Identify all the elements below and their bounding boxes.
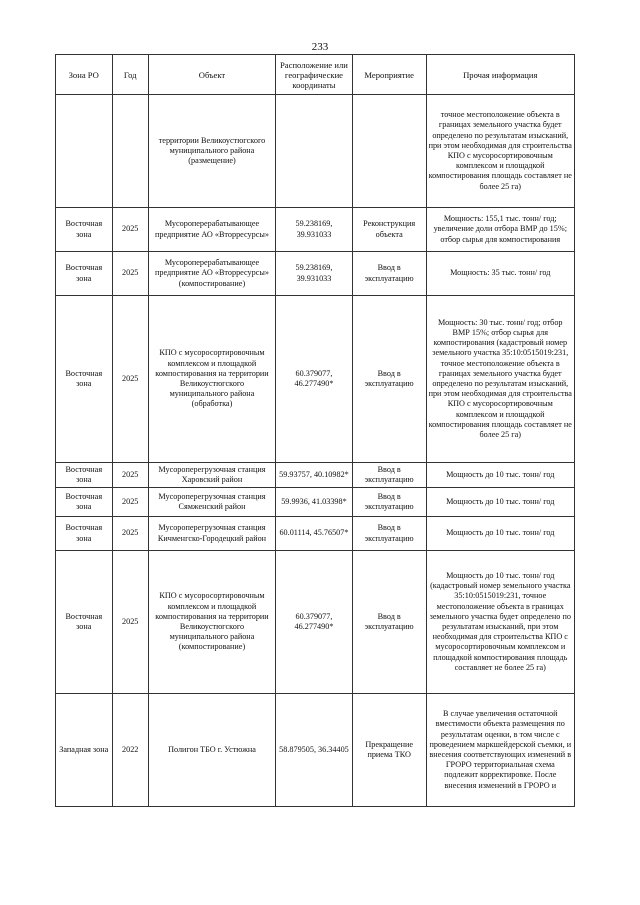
header-zone: Зона РО (56, 55, 113, 95)
cell-info: Мощность до 10 тыс. тонн/ год (кадастровый номер земельного участка 35:10:0515019:231, точное местоположение объекта в границах земельного участка будет определено по результатам изысканий, при этом необходимая для строительства КПО с мусоросортировочным комплексом и площадкой компостирования площадь составляет не более 25 га) (426, 551, 574, 694)
cell-zone: Восточная зона (56, 208, 113, 252)
cell-location: 59.9936, 41.03398* (276, 488, 353, 517)
cell-measure: Прекращение приема ТКО (352, 694, 426, 807)
cell-info: Мощность до 10 тыс. тонн/ год (426, 488, 574, 517)
cell-object: Мусороперерабатывающее предприятие АО «Вторресурсы» (компостирование) (148, 252, 275, 296)
cell-year: 2025 (112, 463, 148, 488)
cell-object: КПО с мусоросортировочным комплексом и площадкой компостирования на территории Великоустюгского муниципального района (компостирование) (148, 551, 275, 694)
table-row (56, 463, 575, 488)
cell-location: 60.379077, 46.277490* (276, 296, 353, 463)
cell-object: Мусороперегрузочная станция Харовский район (148, 463, 275, 488)
table-row (56, 296, 575, 463)
cell-info: Мощность до 10 тыс. тонн/ год (426, 517, 574, 551)
cell-zone: Восточная зона (56, 252, 113, 296)
cell-year: 2025 (112, 551, 148, 694)
cell-year: 2022 (112, 694, 148, 807)
cell-year: 2025 (112, 252, 148, 296)
cell-location (276, 95, 353, 208)
cell-measure: Ввод в эксплуатацию (352, 488, 426, 517)
header-location: Расположение или географические координаты (276, 55, 353, 95)
cell-zone: Восточная зона (56, 551, 113, 694)
cell-info: Мощность: 30 тыс. тонн/ год; отбор ВМР 15%; отбор сырья для компостирования (кадастровый номер земельного участка 35:10:0515019:231, точное местоположение объекта в границах земельного участка будет определено по результатам изысканий, при этом необходимая для строительства КПО с мусоросортировочным комплексом и площадкой компостирования площадь составляет не более 25 га) (426, 296, 574, 463)
cell-location: 59.238169, 39.931033 (276, 208, 353, 252)
header-year: Год (112, 55, 148, 95)
table-header-row (56, 55, 575, 95)
cell-year: 2025 (112, 488, 148, 517)
cell-location: 60.01114, 45.76507* (276, 517, 353, 551)
cell-location: 59.93757, 40.10982* (276, 463, 353, 488)
cell-info: точное местоположение объекта в границах земельного участка будет определено по результатам изысканий, при этом необходимая для строительства КПО с мусоросортировочным комплексом и площадкой компостирования площадь составляет не более 25 га) (426, 95, 574, 208)
cell-object: Мусороперегрузочная станция Сямженский район (148, 488, 275, 517)
cell-object: Полигон ТБО г. Устюжна (148, 694, 275, 807)
facilities-table (55, 54, 575, 807)
cell-location: 58.879505, 36.34405 (276, 694, 353, 807)
cell-location: 59.238169, 39.931033 (276, 252, 353, 296)
table-row (56, 95, 575, 208)
cell-year: 2025 (112, 208, 148, 252)
cell-zone: Восточная зона (56, 463, 113, 488)
table-row (56, 208, 575, 252)
cell-measure: Ввод в эксплуатацию (352, 463, 426, 488)
cell-object: Мусороперегрузочная станция Кичменгско-Городецкий район (148, 517, 275, 551)
cell-measure: Ввод в эксплуатацию (352, 517, 426, 551)
cell-year: 2025 (112, 296, 148, 463)
cell-location: 60.379077, 46.277490* (276, 551, 353, 694)
cell-zone: Западная зона (56, 694, 113, 807)
cell-measure: Ввод в эксплуатацию (352, 551, 426, 694)
header-info: Прочая информация (426, 55, 574, 95)
cell-info: Мощность до 10 тыс. тонн/ год (426, 463, 574, 488)
cell-measure: Ввод в эксплуатацию (352, 252, 426, 296)
cell-year: 2025 (112, 517, 148, 551)
page-number: 233 (311, 41, 329, 53)
cell-info: В случае увеличения остаточной вместимости объекта размещения по результатам оценки, в том числе с проведением маркшейдерской съемки, и внесения соответствующих изменений в ГРОРО территориальная схема подлежит корректировке. После внесения изменений в ГРОРО и (426, 694, 574, 807)
cell-zone: Восточная зона (56, 296, 113, 463)
table-row (56, 488, 575, 517)
cell-year (112, 95, 148, 208)
cell-object: КПО с мусоросортировочным комплексом и площадкой компостирования на территории Великоустюгского муниципального района (обработка) (148, 296, 275, 463)
header-measure: Мероприятие (352, 55, 426, 95)
cell-measure: Реконструкция объекта (352, 208, 426, 252)
cell-object: территории Великоустюгского муниципального района (размещение) (148, 95, 275, 208)
cell-info: Мощность: 35 тыс. тонн/ год (426, 252, 574, 296)
cell-zone: Восточная зона (56, 517, 113, 551)
cell-zone: Восточная зона (56, 488, 113, 517)
header-object: Объект (148, 55, 275, 95)
table-row (56, 252, 575, 296)
table-row (56, 551, 575, 694)
cell-zone (56, 95, 113, 208)
table-row (56, 517, 575, 551)
cell-info: Мощность: 155,1 тыс. тонн/ год; увеличение доли отбора ВМР до 15%; отбор сырья для компостирования (426, 208, 574, 252)
table-row (56, 694, 575, 807)
cell-measure: Ввод в эксплуатацию (352, 296, 426, 463)
cell-measure (352, 95, 426, 208)
cell-object: Мусороперерабатывающее предприятие АО «Вторресурсы» (148, 208, 275, 252)
